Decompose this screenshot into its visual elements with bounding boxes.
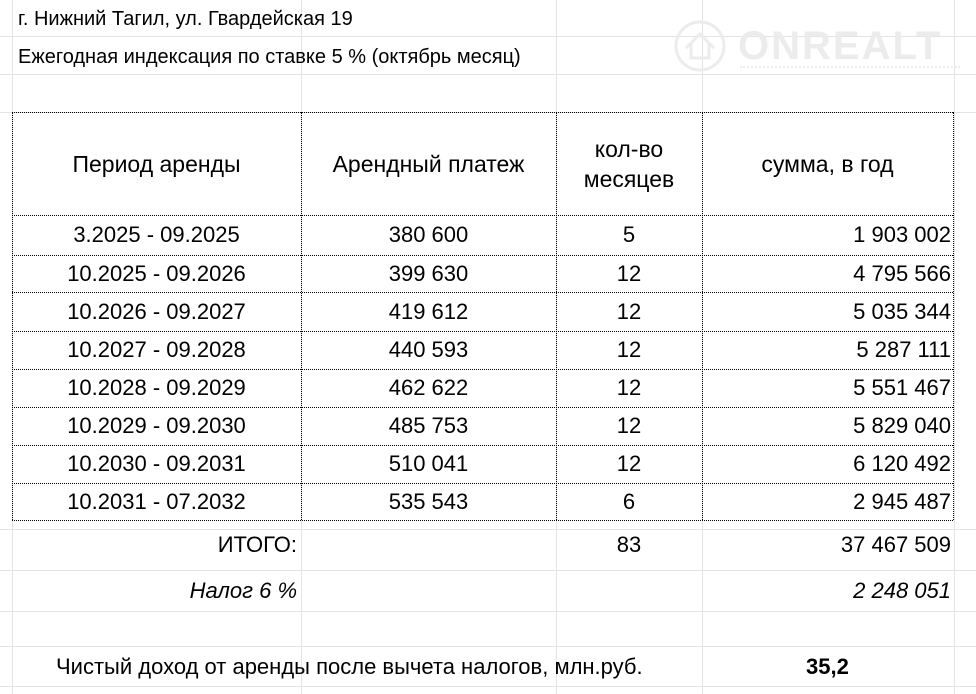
cell-payment: 510 041 [388, 451, 469, 476]
cell-months: 12 [616, 260, 642, 286]
cell-period: 10.2025 - 09.2026 [67, 260, 246, 286]
cell-payment: 462 622 [388, 375, 469, 400]
cell-sum: 5 829 040 [853, 413, 951, 438]
cell-period: 10.2026 - 09.2027 [67, 298, 246, 324]
col-header-sum: сумма, в год [761, 150, 894, 177]
cell-sum: 5 551 467 [853, 375, 951, 400]
cell-months: 12 [616, 337, 642, 362]
cell-sum: 2 945 487 [853, 488, 951, 514]
col-header-payment: Арендный платеж [332, 150, 525, 177]
cell-payment: 485 753 [388, 413, 469, 438]
cell-sum: 5 287 111 [856, 337, 951, 362]
col-header-period: Период аренды [72, 150, 241, 177]
net-income-value: 35,2 [806, 654, 849, 679]
cell-months: 12 [616, 375, 642, 400]
total-label: ИТОГО: [217, 532, 297, 557]
tax-value: 2 248 051 [853, 578, 951, 603]
total-months: 83 [616, 532, 642, 557]
watermark-underline [740, 66, 960, 76]
cell-payment: 440 593 [388, 337, 469, 362]
cell-sum: 5 035 344 [853, 298, 951, 324]
cell-sum: 4 795 566 [853, 260, 951, 286]
watermark-text: ONREALT [738, 24, 943, 68]
col-header-months: кол-во месяцев [583, 135, 675, 192]
cell-payment: 419 612 [388, 298, 469, 324]
cell-period: 10.2028 - 09.2029 [67, 375, 246, 400]
cell-months: 5 [622, 222, 636, 247]
cell-payment: 380 600 [388, 222, 469, 247]
cell-period: 10.2031 - 07.2032 [67, 488, 246, 514]
watermark-logo [668, 14, 968, 80]
cell-period: 10.2030 - 09.2031 [67, 451, 246, 476]
cell-period: 3.2025 - 09.2025 [73, 222, 240, 247]
cell-sum: 1 903 002 [853, 222, 951, 247]
total-sum: 37 467 509 [840, 532, 951, 557]
cell-months: 12 [616, 451, 642, 476]
rent-table [12, 112, 953, 520]
cell-months: 6 [622, 488, 636, 514]
cell-period: 10.2029 - 09.2030 [67, 413, 246, 438]
cell-payment: 399 630 [388, 260, 469, 286]
cell-sum: 6 120 492 [853, 451, 951, 476]
net-income-label: Чистый доход от аренды после вычета налогов, млн.руб. [56, 654, 643, 679]
cell-months: 12 [616, 413, 642, 438]
cell-period: 10.2027 - 09.2028 [67, 337, 246, 362]
indexation-line: Ежегодная индексация по ставке 5 % (октябрь месяц) [18, 46, 521, 68]
address-line: г. Нижний Тагил, ул. Гвардейская 19 [18, 8, 353, 30]
tax-label: Налог 6 % [189, 578, 297, 603]
house-logo-icon [674, 20, 726, 72]
cell-months: 12 [616, 298, 642, 324]
cell-payment: 535 543 [388, 488, 469, 514]
